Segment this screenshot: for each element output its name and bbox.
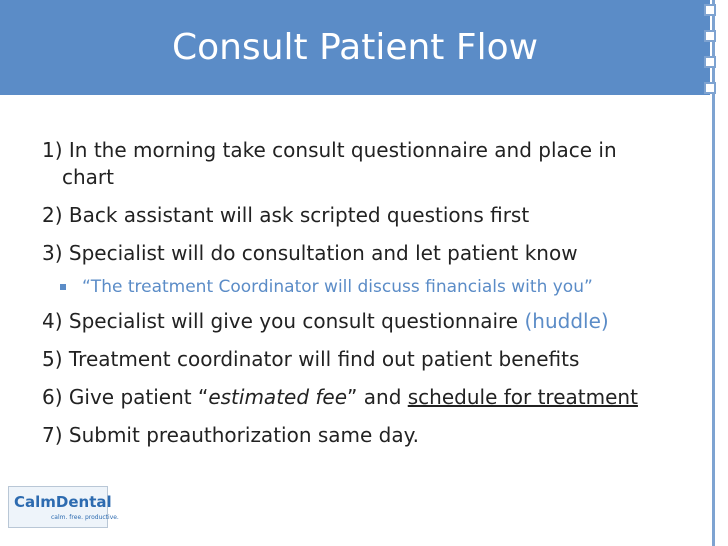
logo-wordmark: CalmDental — [14, 493, 112, 511]
step-5: 5) Treatment coordinator will find out patient benefits — [42, 347, 580, 371]
step-7: 7) Submit preauthorization same day. — [42, 423, 419, 447]
estimated-fee: estimated fee — [208, 385, 348, 409]
step-1-continued: chart — [62, 165, 114, 189]
logo-tagline: calm. free. productive. — [51, 514, 119, 521]
calmdental-logo — [8, 486, 119, 528]
step-3-subpoint — [42, 272, 692, 302]
step-1: 1) In the morning take consult questionnaire and place in — [42, 138, 617, 162]
subpoint-text: “The treatment Coordinator will discuss financials with you” — [82, 277, 593, 297]
step-3: 3) Specialist will do consultation and let patient know — [42, 241, 578, 265]
step-2: 2) Back assistant will ask scripted questions first — [42, 203, 530, 227]
huddle-note: (huddle) — [524, 309, 609, 333]
decor-square — [704, 30, 716, 42]
decor-square — [704, 4, 716, 16]
step-6 — [42, 378, 692, 416]
decor-square — [704, 82, 716, 94]
step-list — [42, 136, 692, 454]
square-bullet-icon — [60, 284, 66, 290]
decor-square — [704, 56, 716, 68]
slide-title: Consult Patient Flow — [171, 27, 539, 68]
schedule-for-treatment: schedule for treatment — [407, 385, 638, 409]
step-6-post: ” and — [347, 385, 408, 409]
step-4-text: 4) Specialist will give you consult questionnaire — [42, 309, 525, 333]
step-4 — [42, 302, 692, 340]
step-6-pre: 6) Give patient “ — [42, 385, 209, 409]
